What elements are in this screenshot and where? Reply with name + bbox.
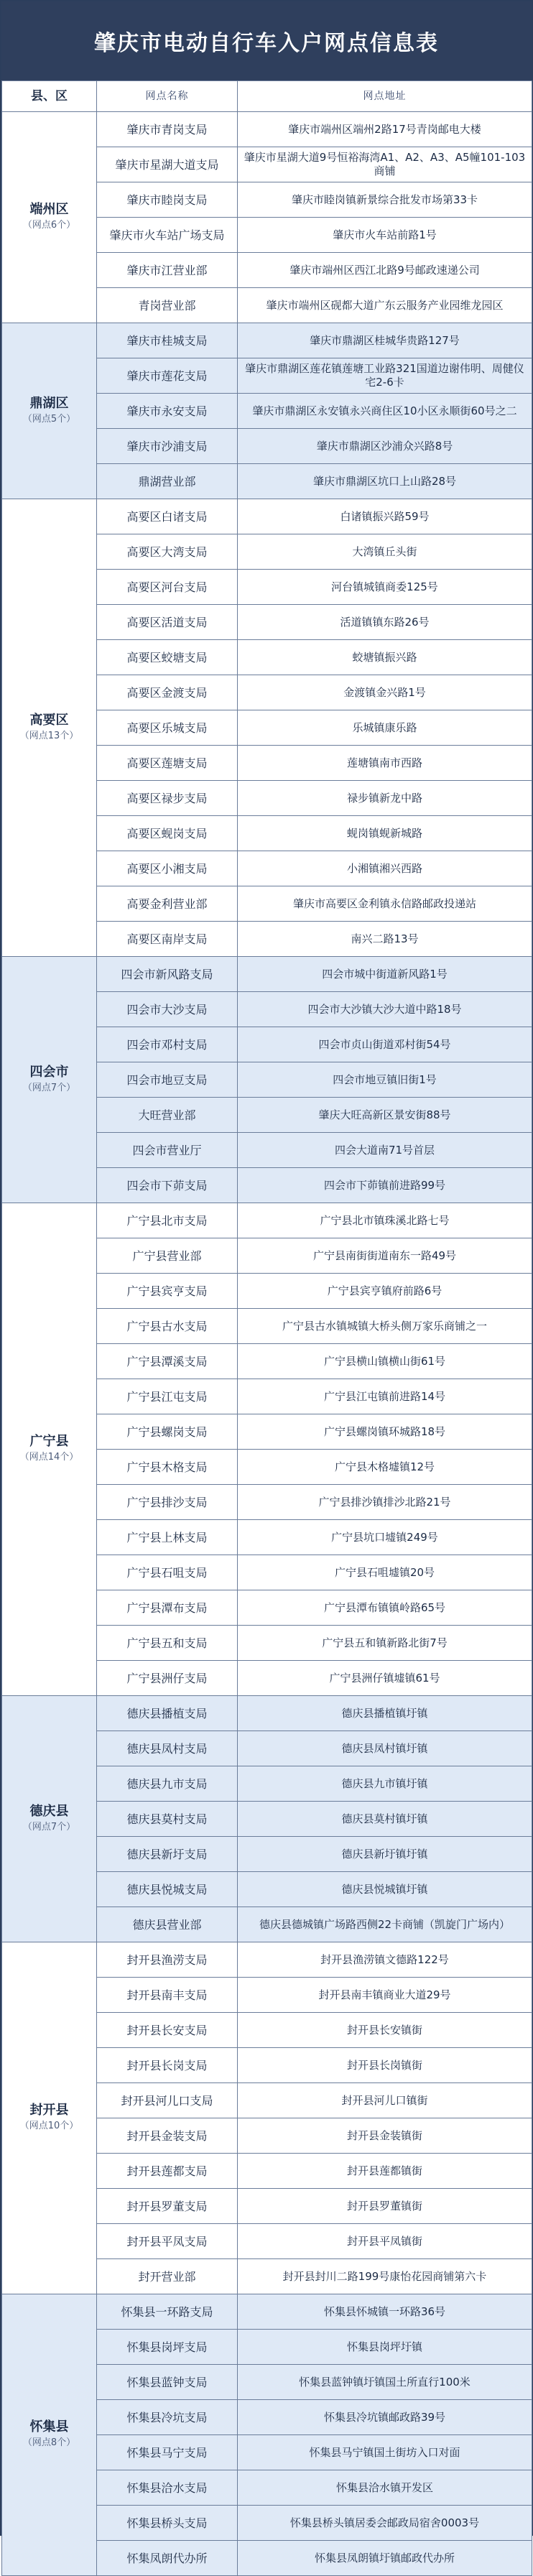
outlet-name: 封开县长岗支局 <box>97 2048 238 2083</box>
table-row <box>2 957 532 992</box>
outlet-name: 广宁县古水支局 <box>97 1309 238 1344</box>
county-group <box>2 1203 532 1696</box>
county-name: 四会市 <box>29 1064 69 1080</box>
outlet-address: 封开县南丰镇商业大道29号 <box>238 1978 532 2013</box>
header-outlet-address: 网点地址 <box>238 81 532 112</box>
outlet-address: 南兴二路13号 <box>238 922 532 957</box>
county-group <box>2 1942 532 2294</box>
outlet-name: 广宁县潭布支局 <box>97 1590 238 1626</box>
outlet-address: 肇庆市星湖大道9号恒裕海湾A1、A2、A3、A5幢101-103商铺 <box>238 147 532 182</box>
outlet-address: 封开县金装镇街 <box>238 2118 532 2154</box>
outlet-name: 肇庆市青岗支局 <box>97 112 238 147</box>
outlet-name: 广宁县潭溪支局 <box>97 1344 238 1379</box>
outlet-name: 广宁县洲仔支局 <box>97 1661 238 1696</box>
outlet-address: 广宁县坑口墟镇249号 <box>238 1520 532 1555</box>
outlet-name: 德庆县播植支局 <box>97 1696 238 1731</box>
outlet-address: 莲塘镇南市西路 <box>238 746 532 781</box>
outlet-name: 封开营业部 <box>97 2259 238 2294</box>
county-group <box>2 323 532 499</box>
outlet-address: 德庆县播植镇圩镇 <box>238 1696 532 1731</box>
outlet-address: 肇庆市端州区端州2路17号青岗邮电大楼 <box>238 112 532 147</box>
county-cell <box>2 957 97 1203</box>
outlet-address: 禄步镇新龙中路 <box>238 781 532 816</box>
outlet-address: 四会市城中街道新风路1号 <box>238 957 532 992</box>
outlet-name: 广宁县排沙支局 <box>97 1485 238 1520</box>
outlet-name: 高要区活道支局 <box>97 605 238 640</box>
outlet-name: 高要金利营业部 <box>97 886 238 922</box>
outlet-address: 怀集县蓝钟镇圩镇国土所直行100米 <box>238 2365 532 2400</box>
outlet-address: 蚬岗镇蚬新城路 <box>238 816 532 851</box>
outlet-name: 封开县莲都支局 <box>97 2154 238 2189</box>
outlet-address: 肇庆市高要区金利镇永信路邮政投递站 <box>238 886 532 922</box>
table-row <box>2 2294 532 2330</box>
county-name: 封开县 <box>29 2103 69 2118</box>
outlet-name: 德庆县凤村支局 <box>97 1731 238 1766</box>
outlet-address: 广宁县宾亨镇府前路6号 <box>238 1274 532 1309</box>
outlet-name: 封开县河儿口支局 <box>97 2083 238 2118</box>
county-outlet-count: （网点7个） <box>22 1821 76 1833</box>
outlet-address: 肇庆市火车站前路1号 <box>238 218 532 253</box>
outlet-name: 广宁县石咀支局 <box>97 1555 238 1590</box>
outlet-name: 封开县南丰支局 <box>97 1978 238 2013</box>
county-cell <box>2 112 97 323</box>
outlet-address: 广宁县石咀墟镇20号 <box>238 1555 532 1590</box>
table-row <box>2 323 532 358</box>
county-name: 怀集县 <box>29 2419 69 2434</box>
county-outlet-count: （网点13个） <box>19 730 79 741</box>
outlet-name: 广宁县木格支局 <box>97 1450 238 1485</box>
outlet-name: 四会市下茆支局 <box>97 1168 238 1203</box>
outlet-name: 高要区大湾支局 <box>97 534 238 570</box>
outlet-address: 四会市贞山街道邓村街54号 <box>238 1027 532 1062</box>
county-cell <box>2 1203 97 1696</box>
county-cell <box>2 2294 97 2576</box>
outlet-table <box>1 80 532 2576</box>
outlet-address: 广宁县木格墟镇12号 <box>238 1450 532 1485</box>
outlet-address: 小湘镇湘兴西路 <box>238 851 532 886</box>
outlet-name: 怀集县蓝钟支局 <box>97 2365 238 2400</box>
outlet-address: 怀集县凤朗镇圩镇邮政代办所 <box>238 2541 532 2576</box>
outlet-name: 德庆县新圩支局 <box>97 1837 238 1872</box>
outlet-name: 广宁县江屯支局 <box>97 1379 238 1414</box>
outlet-address: 肇庆市鼎湖区莲花镇莲塘工业路321国道边谢伟明、周健仪宅2-6卡 <box>238 358 532 394</box>
county-group <box>2 112 532 323</box>
outlet-address: 怀集县桥头镇居委会邮政局宿舍0003号 <box>238 2506 532 2541</box>
outlet-address: 四会市大沙镇大沙大道中路18号 <box>238 992 532 1027</box>
outlet-name: 四会市新风路支局 <box>97 957 238 992</box>
outlet-name: 广宁县北市支局 <box>97 1203 238 1238</box>
county-group <box>2 957 532 1203</box>
outlet-address: 大湾镇丘头街 <box>238 534 532 570</box>
outlet-address: 肇庆大旺高新区景安街88号 <box>238 1098 532 1133</box>
outlet-name: 怀集县冷坑支局 <box>97 2400 238 2435</box>
county-group <box>2 1696 532 1942</box>
outlet-address: 广宁县南街街道南东一路49号 <box>238 1238 532 1274</box>
outlet-name: 四会市大沙支局 <box>97 992 238 1027</box>
county-outlet-count: （网点5个） <box>22 413 76 425</box>
table-row <box>2 1203 532 1238</box>
outlet-address: 封开县罗董镇街 <box>238 2189 532 2224</box>
outlet-address: 四会大道南71号首层 <box>238 1133 532 1168</box>
outlet-name: 广宁县上林支局 <box>97 1520 238 1555</box>
outlet-address: 怀集县岗坪圩镇 <box>238 2330 532 2365</box>
county-cell <box>2 1696 97 1942</box>
outlet-address: 封开县河儿口镇街 <box>238 2083 532 2118</box>
outlet-address: 广宁县北市镇珠溪北路七号 <box>238 1203 532 1238</box>
outlet-address: 广宁县江屯镇前进路14号 <box>238 1379 532 1414</box>
outlet-name: 封开县罗董支局 <box>97 2189 238 2224</box>
outlet-address: 四会市下茆镇前进路99号 <box>238 1168 532 1203</box>
county-name: 德庆县 <box>29 1803 69 1819</box>
outlet-name: 高要区河台支局 <box>97 570 238 605</box>
outlet-name: 怀集县岗坪支局 <box>97 2330 238 2365</box>
outlet-name: 四会市地豆支局 <box>97 1062 238 1098</box>
outlet-address: 封开县长岗镇街 <box>238 2048 532 2083</box>
outlet-address: 肇庆市端州区西江北路9号邮政速递公司 <box>238 253 532 288</box>
outlet-name: 怀集县一环路支局 <box>97 2294 238 2330</box>
outlet-name: 封开县金装支局 <box>97 2118 238 2154</box>
outlet-address: 白诸镇振兴路59号 <box>238 499 532 534</box>
outlet-address: 封开县渔涝镇文德路122号 <box>238 1942 532 1978</box>
county-outlet-count: （网点10个） <box>19 2121 79 2131</box>
outlet-name: 肇庆市睦岗支局 <box>97 182 238 218</box>
outlet-address: 肇庆市鼎湖区桂城华贵路127号 <box>238 323 532 358</box>
county-group <box>2 2294 532 2576</box>
outlet-name: 德庆县营业部 <box>97 1907 238 1942</box>
outlet-name: 青岗营业部 <box>97 288 238 323</box>
table-row <box>2 499 532 534</box>
outlet-address: 金渡镇金兴路1号 <box>238 675 532 710</box>
outlet-name: 怀集县桥头支局 <box>97 2506 238 2541</box>
outlet-name: 德庆县悦城支局 <box>97 1872 238 1907</box>
outlet-address: 封开县封川二路199号康怡花园商铺第六卡 <box>238 2259 532 2294</box>
outlet-name: 高要区金渡支局 <box>97 675 238 710</box>
outlet-name: 广宁县营业部 <box>97 1238 238 1274</box>
outlet-address: 德庆县悦城镇圩镇 <box>238 1872 532 1907</box>
county-name: 高要区 <box>29 712 69 728</box>
header-row <box>2 81 532 112</box>
county-outlet-count: （网点7个） <box>22 1082 76 1093</box>
outlet-name: 高要区禄步支局 <box>97 781 238 816</box>
outlet-address: 肇庆市鼎湖区永安镇永兴商住区10小区永顺街60号之二 <box>238 394 532 429</box>
outlet-address: 封开县长安镇街 <box>238 2013 532 2048</box>
outlet-name: 高要区蛟塘支局 <box>97 640 238 675</box>
outlet-address: 怀集县冷坑镇邮政路39号 <box>238 2400 532 2435</box>
outlet-address: 怀集县马宁镇国土街坊入口对面 <box>238 2435 532 2470</box>
outlet-name: 高要区小湘支局 <box>97 851 238 886</box>
header-outlet-name: 网点名称 <box>97 81 238 112</box>
county-cell <box>2 499 97 957</box>
outlet-address: 广宁县五和镇新路北街7号 <box>238 1626 532 1661</box>
outlet-address: 德庆县莫村镇圩镇 <box>238 1802 532 1837</box>
outlet-name: 怀集县马宁支局 <box>97 2435 238 2470</box>
outlet-address: 广宁县排沙镇排沙北路21号 <box>238 1485 532 1520</box>
outlet-address: 广宁县潭布镇镇岭路65号 <box>238 1590 532 1626</box>
outlet-address: 蛟塘镇振兴路 <box>238 640 532 675</box>
outlet-name: 肇庆市永安支局 <box>97 394 238 429</box>
outlet-address: 封开县平凤镇街 <box>238 2224 532 2259</box>
outlet-name: 高要区莲塘支局 <box>97 746 238 781</box>
county-name: 端州区 <box>29 202 69 217</box>
outlet-name: 广宁县五和支局 <box>97 1626 238 1661</box>
outlet-name: 四会市营业厅 <box>97 1133 238 1168</box>
outlet-name: 四会市邓村支局 <box>97 1027 238 1062</box>
county-name: 广宁县 <box>29 1434 69 1449</box>
outlet-address: 肇庆市鼎湖区沙浦众兴路8号 <box>238 429 532 464</box>
page-title: 肇庆市电动自行车入户网点信息表 <box>1 1 532 80</box>
outlet-address: 广宁县古水镇城镇大桥头侧万家乐商铺之一 <box>238 1309 532 1344</box>
outlet-name: 肇庆市星湖大道支局 <box>97 147 238 182</box>
county-group <box>2 499 532 957</box>
outlet-name: 肇庆市火车站广场支局 <box>97 218 238 253</box>
outlet-address: 肇庆市端州区砚都大道广东云服务产业园维龙园区 <box>238 288 532 323</box>
outlet-name: 封开县渔涝支局 <box>97 1942 238 1978</box>
outlet-address: 广宁县横山镇横山街61号 <box>238 1344 532 1379</box>
table-row <box>2 1696 532 1731</box>
table-row <box>2 1942 532 1978</box>
county-outlet-count: （网点14个） <box>19 1452 79 1463</box>
outlet-address: 乐城镇康乐路 <box>238 710 532 746</box>
outlet-name: 封开县平凤支局 <box>97 2224 238 2259</box>
outlet-name: 德庆县九市支局 <box>97 1766 238 1802</box>
outlet-address: 肇庆市睦岗镇新景综合批发市场第33卡 <box>238 182 532 218</box>
outlet-name: 广宁县宾亨支局 <box>97 1274 238 1309</box>
outlet-name: 肇庆市江营业部 <box>97 253 238 288</box>
outlet-name: 肇庆市沙浦支局 <box>97 429 238 464</box>
outlet-address: 德庆县新圩镇圩镇 <box>238 1837 532 1872</box>
outlet-name: 肇庆市莲花支局 <box>97 358 238 394</box>
outlet-name: 怀集凤朗代办所 <box>97 2541 238 2576</box>
outlet-address: 怀集县洽水镇开发区 <box>238 2470 532 2506</box>
outlet-address: 广宁县螺岗镇环城路18号 <box>238 1414 532 1450</box>
outlet-name: 高要区白诸支局 <box>97 499 238 534</box>
county-outlet-count: （网点6个） <box>22 220 76 231</box>
outlet-address: 活道镇镇东路26号 <box>238 605 532 640</box>
table-header <box>2 81 532 112</box>
outlet-name: 怀集县洽水支局 <box>97 2470 238 2506</box>
outlet-address: 河台镇城镇商委125号 <box>238 570 532 605</box>
outlet-name: 广宁县螺岗支局 <box>97 1414 238 1450</box>
outlet-address: 怀集县怀城镇一环路36号 <box>238 2294 532 2330</box>
outlet-name: 高要区南岸支局 <box>97 922 238 957</box>
outlet-name: 高要区蚬岗支局 <box>97 816 238 851</box>
outlet-address: 肇庆市鼎湖区坑口上山路28号 <box>238 464 532 499</box>
outlet-address: 四会市地豆镇旧街1号 <box>238 1062 532 1098</box>
outlet-address: 封开县莲都镇街 <box>238 2154 532 2189</box>
county-outlet-count: （网点8个） <box>22 2437 76 2448</box>
outlet-address: 德庆县九市镇圩镇 <box>238 1766 532 1802</box>
table-row <box>2 112 532 147</box>
outlet-name: 封开县长安支局 <box>97 2013 238 2048</box>
outlet-address: 德庆县凤村镇圩镇 <box>238 1731 532 1766</box>
outlet-name: 德庆县莫村支局 <box>97 1802 238 1837</box>
outlet-name: 高要区乐城支局 <box>97 710 238 746</box>
outlet-name: 鼎湖营业部 <box>97 464 238 499</box>
header-county: 县、区 <box>2 81 97 112</box>
county-name: 鼎湖区 <box>29 395 69 411</box>
outlet-name: 肇庆市桂城支局 <box>97 323 238 358</box>
county-cell <box>2 323 97 499</box>
outlet-address: 广宁县洲仔镇墟镇61号 <box>238 1661 532 1696</box>
outlet-address: 德庆县德城镇广场路西侧22卡商铺（凯旋门广场内） <box>238 1907 532 1942</box>
county-cell <box>2 1942 97 2294</box>
outlet-name: 大旺营业部 <box>97 1098 238 1133</box>
